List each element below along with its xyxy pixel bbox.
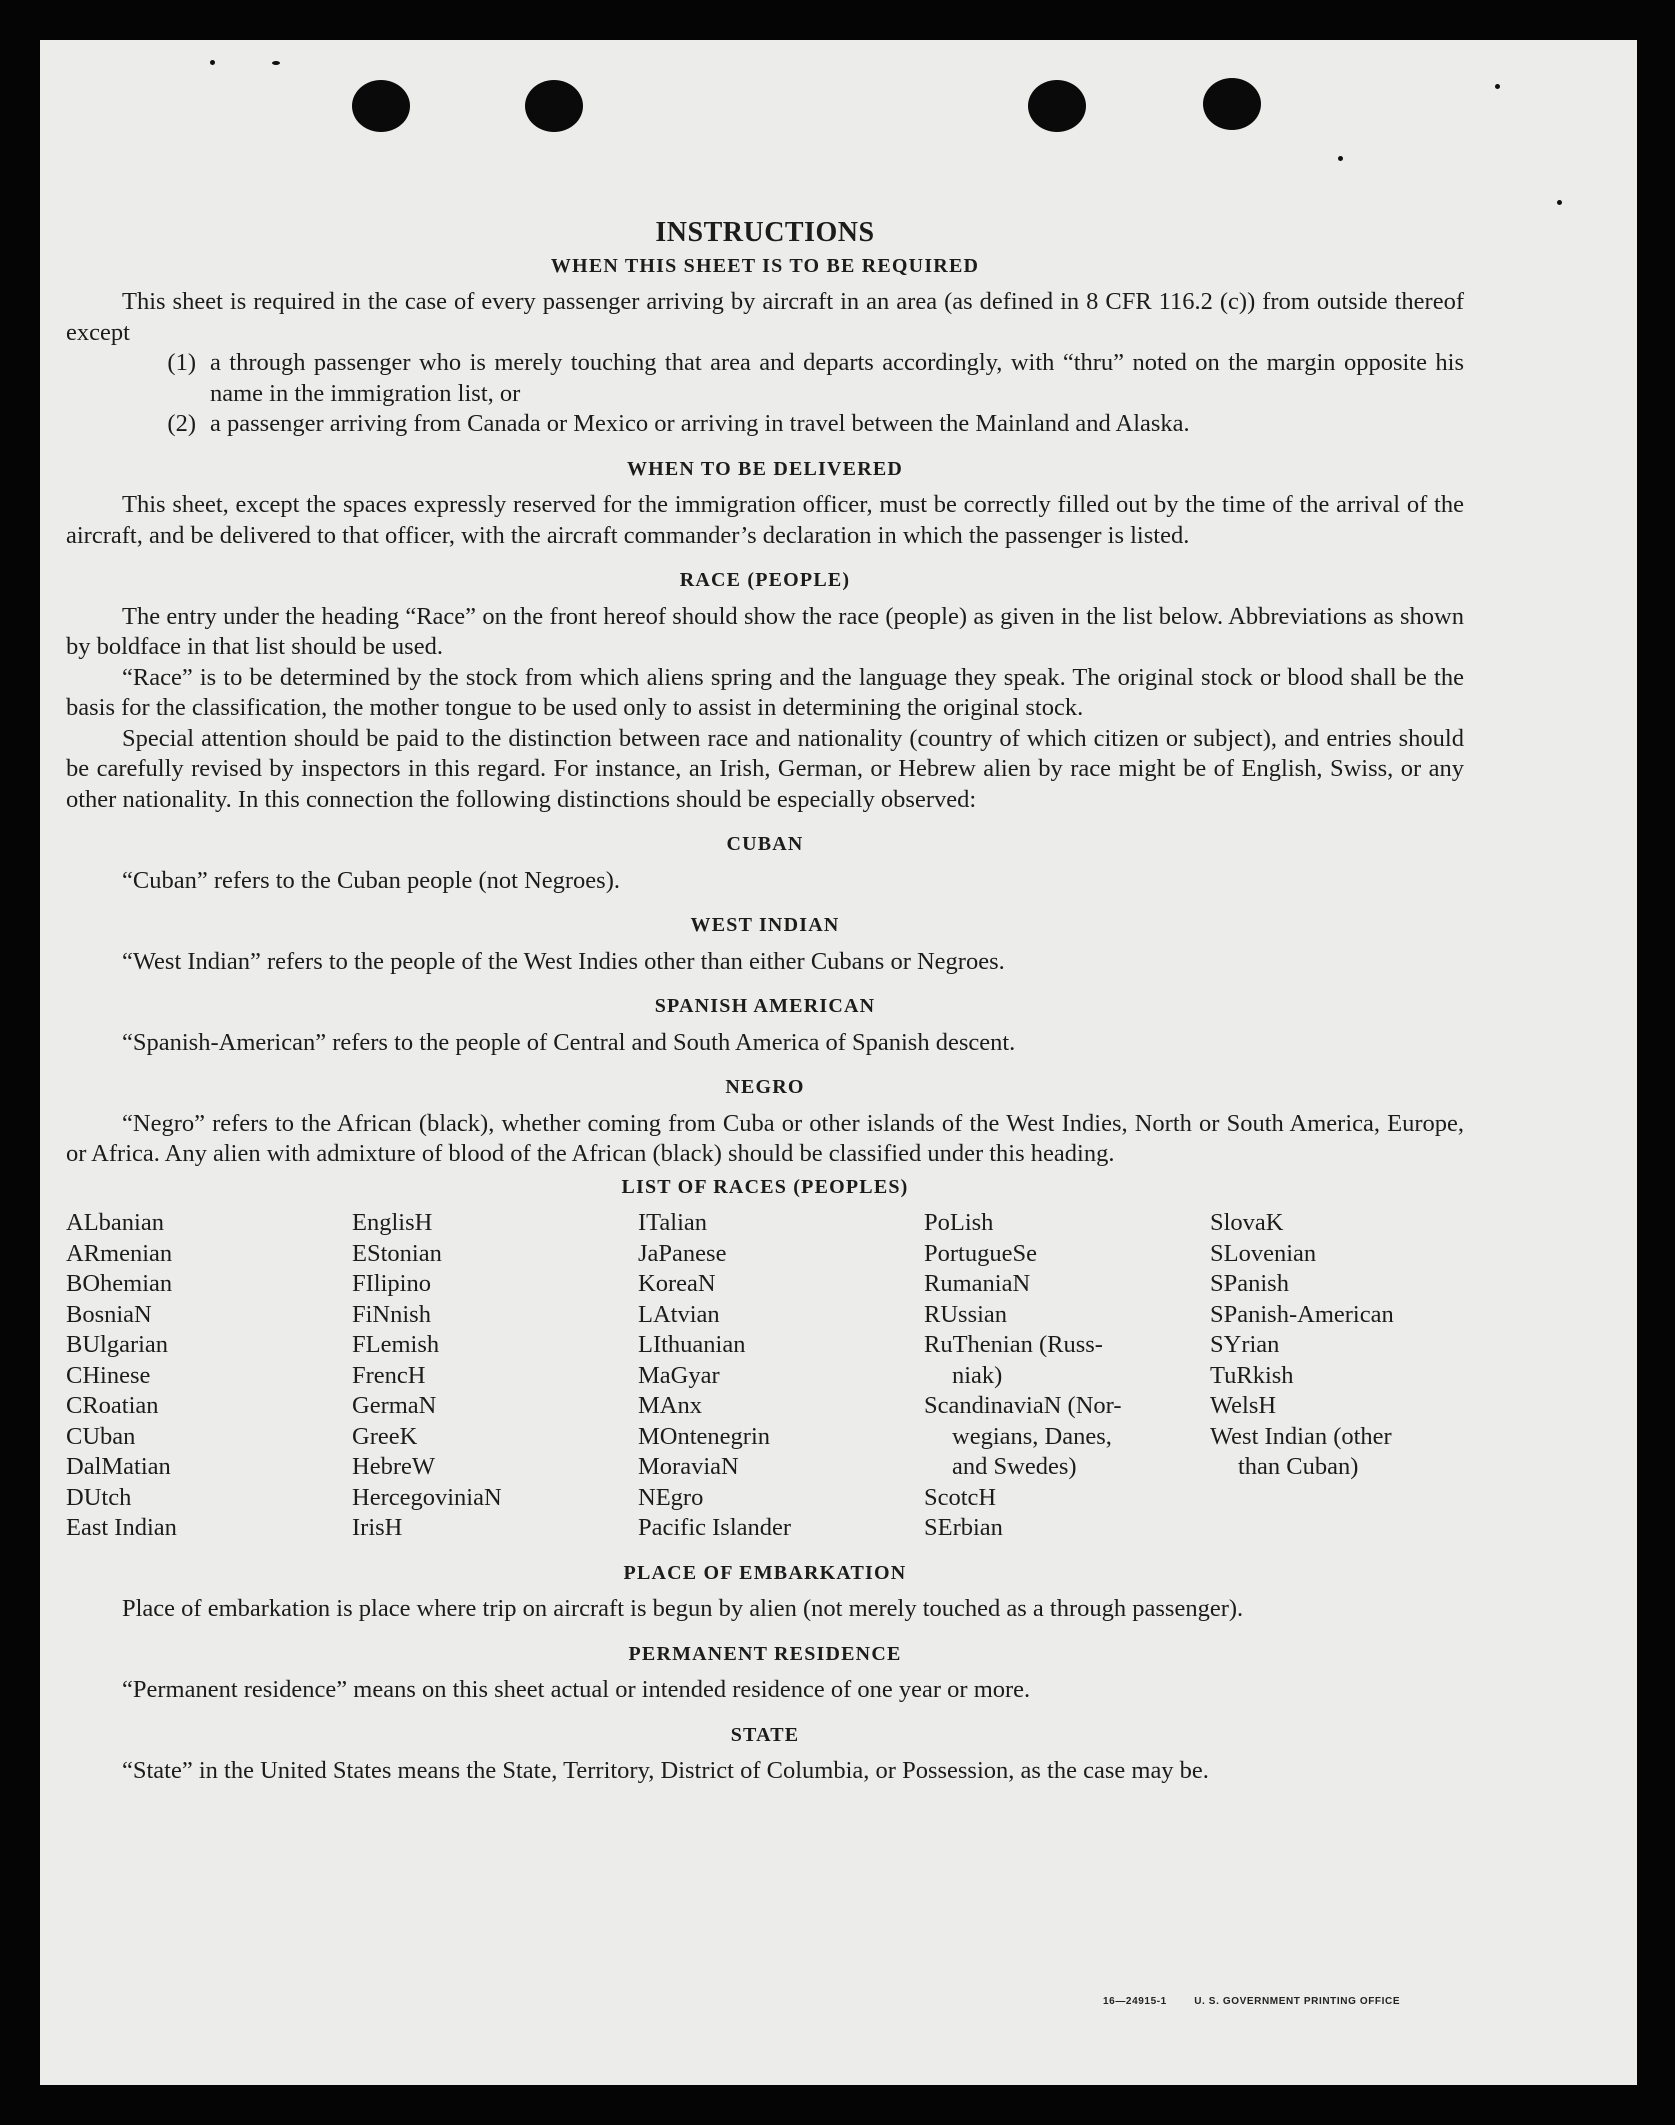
printer-footer [1103, 1996, 1424, 2007]
punch-hole [525, 80, 583, 132]
race-entry: GermaN [352, 1392, 437, 1419]
printer-name: U. S. GOVERNMENT PRINTING OFFICE [1194, 1996, 1401, 2007]
race-entry: SYrian [1210, 1331, 1280, 1358]
race-entry: JaPanese [638, 1239, 727, 1267]
race-entry: SLovenian [1210, 1239, 1317, 1267]
speck [1495, 84, 1500, 89]
races-column [924, 1208, 1210, 1544]
list-item [66, 409, 1464, 440]
cuban-text: “Cuban” refers to the Cuban people (not Negroes). [122, 866, 620, 894]
races-column [1210, 1208, 1496, 1544]
races-column [638, 1208, 924, 1544]
race-entry: MaGyar [638, 1361, 720, 1389]
race-entry-continuation: wegians, Danes, [952, 1422, 1112, 1450]
list-number: (1) [167, 349, 196, 376]
race-entry: DalMatian [66, 1453, 171, 1480]
section-heading-west-indian: WEST INDIAN [690, 914, 840, 936]
race-paragraph-1: The entry under the heading “Race” on the front hereof should show the race (people) as given in the list below. Abbreviations as shown by boldface in that list should be used. [66, 602, 1464, 660]
section-heading-race: RACE (PEOPLE) [679, 569, 851, 591]
speck [1338, 156, 1343, 161]
instructions-content [66, 180, 1464, 1787]
race-entry: PortugueSe [924, 1239, 1037, 1267]
section-heading-list-of-races: LIST OF RACES (PEOPLES) [621, 1175, 909, 1198]
list-text: a passenger arriving from Canada or Mexico or arriving in travel between the Mainland and Alaska. [210, 410, 1190, 437]
race-entry: East Indian [66, 1514, 177, 1541]
document-sheet [40, 40, 1637, 2085]
race-entry: RuThenian (Russ- [924, 1331, 1103, 1358]
list-item [66, 348, 1464, 409]
race-entry: FrencH [352, 1361, 426, 1389]
race-entry: DUtch [66, 1483, 132, 1511]
west-indian-text: “West Indian” refers to the people of the West Indies other than either Cubans or Negroes. [122, 947, 1005, 975]
embarkation-text: Place of embarkation is place where trip on aircraft is begun by alien (not merely touched as a through passenger). [122, 1595, 1244, 1622]
speck [210, 60, 215, 65]
spanish-american-text: “Spanish-American” refers to the people of Central and South America of Spanish descent. [122, 1028, 1016, 1056]
race-entry-continuation: than Cuban) [1238, 1453, 1359, 1480]
residence-text: “Permanent residence” means on this sheet actual or intended residence of one year or more. [122, 1676, 1031, 1703]
race-entry: LIthuanian [638, 1331, 746, 1358]
race-entry: KoreaN [638, 1270, 716, 1297]
negro-text: “Negro” refers to the African (black), whether coming from Cuba or other islands of the West Indies, North or South America, Europe, or Africa. Any alien with admixture of blood of the African (black) should be classified under this heading. [66, 1109, 1464, 1167]
section-heading-delivered: WHEN TO BE DELIVERED [626, 457, 904, 480]
race-entry: SPanish [1210, 1270, 1289, 1297]
race-entry: CUban [66, 1422, 136, 1450]
speck [1557, 200, 1562, 205]
race-entry: PoLish [924, 1209, 994, 1236]
race-entry-continuation: and Swedes) [952, 1453, 1077, 1480]
section-heading-cuban: CUBAN [726, 833, 804, 855]
race-entry: HebreW [352, 1453, 435, 1480]
race-entry: MoraviaN [638, 1453, 739, 1480]
race-entry: ScandinaviaN (Nor- [924, 1392, 1122, 1419]
race-entry: MOntenegrin [638, 1422, 770, 1450]
race-entry: ScotcH [924, 1483, 997, 1511]
race-entry-continuation: niak) [952, 1361, 1003, 1389]
section-heading-embarkation: PLACE OF EMBARKATION [623, 1561, 907, 1584]
state-text: “State” in the United States means the State, Territory, District of Columbia, or Possession, as the case may be. [122, 1757, 1209, 1784]
race-entry: EStonian [352, 1239, 442, 1267]
race-entry: SErbian [924, 1514, 1003, 1541]
section-heading-spanish-american: SPANISH AMERICAN [654, 995, 876, 1017]
race-paragraph-2: “Race” is to be determined by the stock from which aliens spring and the language they speak. The original stock or blood shall be the basis for the classification, the mother tongue to be used only to assist in determining the original stock. [66, 663, 1464, 721]
list-text: a through passenger who is merely touching that area and departs accordingly, with “thru” noted on the margin opposite his name in the immigration list, or [210, 349, 1464, 407]
race-entry: BosniaN [66, 1300, 152, 1328]
race-entry: FIlipino [352, 1270, 431, 1297]
delivered-text: This sheet, except the spaces expressly reserved for the immigration officer, must be correctly filled out by the time of the arrival of the aircraft, and be delivered to that officer, with the aircraft commander’s declaration in which the passenger is listed. [66, 491, 1464, 549]
race-entry: WelsH [1210, 1392, 1277, 1419]
race-entry: ARmenian [66, 1239, 173, 1267]
race-entry: LAtvian [638, 1300, 720, 1328]
race-entry: West Indian (other [1210, 1422, 1392, 1450]
race-entry: CRoatian [66, 1392, 159, 1419]
race-entry: FLemish [352, 1331, 440, 1358]
section-heading-negro: NEGRO [725, 1076, 805, 1098]
punch-hole [1203, 78, 1261, 130]
page-title: INSTRUCTIONS [655, 217, 875, 248]
race-entry: TuRkish [1210, 1361, 1294, 1389]
races-column [352, 1208, 638, 1544]
race-entry: RumaniaN [924, 1270, 1031, 1297]
race-paragraph-3: Special attention should be paid to the distinction between race and nationality (country of which citizen or subject), and entries should be carefully revised by inspectors in this regard. For instance, an Irish, German, or Hebrew alien by race might be of English, Swiss, or any other nationality. In this connection the following distinctions should be especially observed: [66, 724, 1464, 813]
race-entry: CHinese [66, 1361, 151, 1389]
race-entry: EnglisH [352, 1209, 433, 1236]
speck [272, 61, 280, 65]
race-entry: BUlgarian [66, 1331, 169, 1358]
race-entry: MAnx [638, 1392, 702, 1419]
list-number: (2) [167, 410, 196, 437]
punch-hole [352, 80, 410, 132]
race-entry: HercegoviniaN [352, 1483, 502, 1511]
required-intro: This sheet is required in the case of every passenger arriving by aircraft in an area (as defined in 8 CFR 116.2 (c)) from outside thereof except [66, 288, 1464, 346]
race-entry: BOhemian [66, 1270, 173, 1297]
race-entry: RUssian [924, 1300, 1008, 1328]
race-entry: FiNnish [352, 1300, 431, 1328]
race-entry: SlovaK [1210, 1209, 1284, 1236]
race-entry: ALbanian [66, 1209, 164, 1236]
section-heading-required: WHEN THIS SHEET IS TO BE REQUIRED [550, 254, 980, 277]
punch-hole [1028, 80, 1086, 132]
races-list [66, 1208, 1464, 1544]
race-entry: NEgro [638, 1483, 704, 1511]
race-entry: Pacific Islander [638, 1514, 792, 1541]
race-entry: ITalian [638, 1209, 708, 1236]
section-heading-state: STATE [730, 1723, 800, 1746]
form-number: 16—24915-1 [1103, 1996, 1167, 2007]
race-entry: GreeK [352, 1422, 418, 1450]
races-column [66, 1208, 352, 1544]
section-heading-residence: PERMANENT RESIDENCE [628, 1642, 902, 1665]
race-entry: IrisH [352, 1514, 403, 1541]
race-entry: SPanish-American [1210, 1300, 1394, 1328]
